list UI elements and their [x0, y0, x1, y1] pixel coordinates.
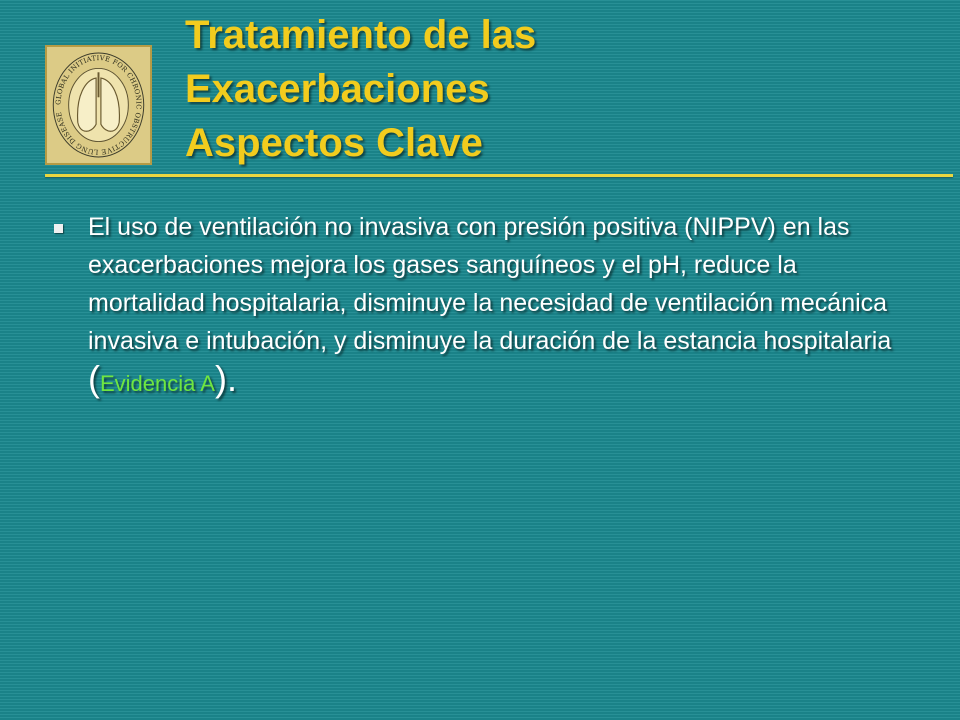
bullet-text: El uso de ventilación no invasiva con presión positiva (NIPPV) en las exacerbaciones mejora los gases sanguíneos y el pH, reduce la mortalidad hospitalaria, disminuye la necesidad de ventilación mecánica invasiva e intubación, y disminuye la duración de la estancia hospitalaria [88, 213, 892, 355]
slide-title [185, 8, 536, 170]
list-item [50, 208, 920, 403]
gold-logo [45, 45, 152, 165]
title-divider [45, 174, 953, 177]
logo-text: GLOBAL INITIATIVE FOR CHRONIC OBSTRUCTIVE LUNG DISEASE [54, 54, 143, 156]
gold-logo-lungs-icon [47, 47, 150, 163]
bullet-list [50, 208, 920, 403]
title-line-2: Exacerbaciones [185, 67, 490, 111]
square-bullet-icon [54, 224, 63, 233]
paren-close: ). [214, 358, 237, 399]
bullet-paragraph [88, 208, 920, 403]
paren-open: ( [88, 358, 100, 399]
evidence-label: Evidencia A [100, 371, 215, 396]
title-line-3: Aspectos Clave [185, 121, 483, 165]
title-line-1: Tratamiento de las [185, 13, 537, 57]
